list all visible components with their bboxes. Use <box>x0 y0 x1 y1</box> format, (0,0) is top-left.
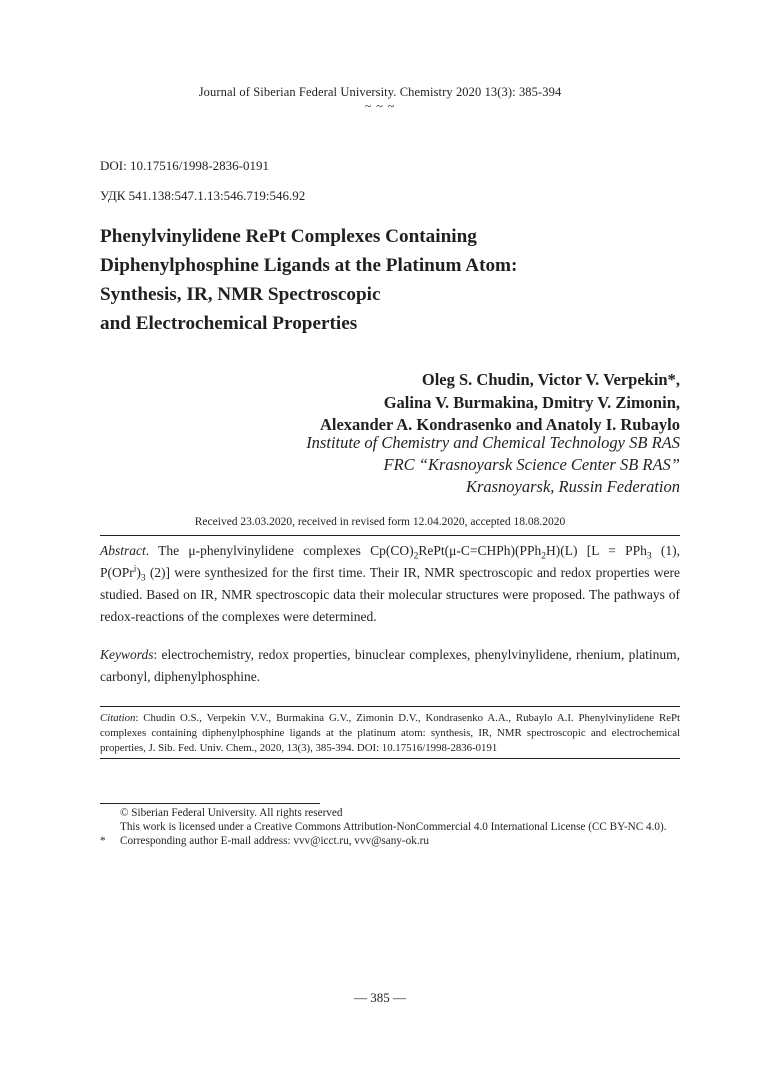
abstract-text: RePt(μ-C=CHPh)(PPh <box>418 543 542 558</box>
author-line: Oleg S. Chudin, Victor V. Verpekin*, <box>421 370 680 389</box>
formula-subscript: 2 <box>541 551 546 562</box>
affiliation-line: Krasnoyarsk, Russin Federation <box>465 477 680 496</box>
article-title <box>100 222 660 338</box>
corresponding-text[interactable]: Corresponding author E-mail address: vvv@icct.ru, vvv@sany-ok.ru <box>120 835 429 847</box>
divider <box>100 706 680 707</box>
abstract-text: H)(L) [L = PPh <box>545 543 647 558</box>
title-line: and Electrochemical Properties <box>100 313 358 334</box>
footnote-copyright <box>100 806 700 820</box>
affiliation-line: Institute of Chemistry and Chemical Technology SB RAS <box>306 433 680 452</box>
abstract-label: Abstract <box>100 543 146 558</box>
citation <box>100 711 680 756</box>
affiliation <box>306 432 680 498</box>
abstract-text: . The μ-phenylvinylidene complexes Cp(CO) <box>145 543 414 558</box>
footnote-license <box>100 820 700 834</box>
formula-subscript: 3 <box>140 573 146 584</box>
received-dates: Received 23.03.2020, received in revised form 12.04.2020, accepted 18.08.2020 <box>194 516 566 528</box>
footnote-corresponding <box>100 834 700 848</box>
author-list <box>320 369 680 437</box>
asterisk-mark: * <box>100 835 106 847</box>
copyright-text: © Siberian Federal University. All rights reserved <box>120 807 343 819</box>
author-line: Galina V. Burmakina, Dmitry V. Zimonin, <box>383 392 680 412</box>
license-text[interactable]: This work is licensed under a Creative Commons Attribution-NonCommercial 4.0 International License (CC BY-NC 4.0). <box>120 821 667 833</box>
footnote-rule <box>100 803 320 804</box>
divider <box>100 758 680 759</box>
formula-superscript: i <box>133 564 137 575</box>
abstract-text: (2)] were synthesized for the first time. Their IR, NMR spectroscopic and redox properties were studied. Based on IR, NMR spectroscopic data their molecular structures were proposed. The pathways of redox-reactions of the complexes were determined. <box>100 565 680 624</box>
author-line: Alexander A. Kondrasenko and Anatoly I. Rubaylo <box>319 415 680 434</box>
udk-line: УДК 541.138:547.1.13:546.719:546.92 <box>100 188 306 203</box>
citation-text: : Chudin O.S., Verpekin V.V., Burmakina G.V., Zimonin D.V., Kondrasenko A.A., Rubaylo A.I. Phenylvinylidene RePt complexes containing diphenylphosphine ligands at the platinum atom: synthesis, IR, NMR spectroscopic and electrochemical properties, J. Sib. Fed. Univ. Chem., 2020, 13(3), 385-394. DOI: 10.17516/1998-2836-0191 <box>100 712 680 754</box>
keywords-label: Keywords <box>100 647 154 662</box>
header-ornament: ~ ~ ~ <box>364 99 396 113</box>
title-line: Phenylvinylidene RePt Complexes Containing <box>100 226 477 247</box>
divider <box>100 535 680 536</box>
formula-subscript: 2 <box>413 551 419 562</box>
affiliation-line: FRC “Krasnoyarsk Science Center SB RAS” <box>383 455 680 474</box>
title-line: Synthesis, IR, NMR Spectroscopic <box>100 284 381 305</box>
keywords <box>100 644 680 688</box>
formula-subscript: 3 <box>646 551 652 562</box>
title-line: Diphenylphosphine Ligands at the Platinum Atom: <box>100 255 518 276</box>
keywords-text: : electrochemistry, redox properties, binuclear complexes, phenylvinylidene, rhenium, platinum, carbonyl, diphenylphosphine. <box>100 647 680 684</box>
abstract-text: ) <box>136 565 141 580</box>
abstract <box>100 540 680 628</box>
journal-header: Journal of Siberian Federal University. Chemistry 2020 13(3): 385-394 <box>198 85 562 99</box>
doi-line[interactable]: DOI: 10.17516/1998-2836-0191 <box>100 158 269 173</box>
abstract-text: (1), P(OPr <box>100 543 680 580</box>
citation-label: Citation <box>100 712 136 724</box>
page-number: — 385 — <box>354 990 406 1005</box>
